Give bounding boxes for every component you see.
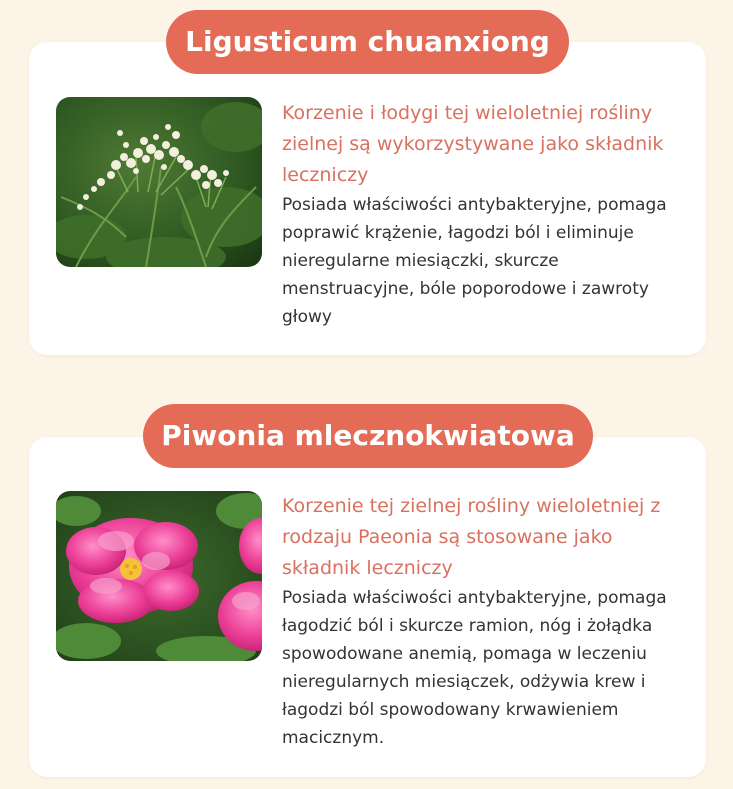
herb-card-peony [29,437,706,777]
ligusticum-flower-image [56,97,262,267]
herb-text-block [282,491,692,752]
herb-card-ligusticum [29,42,706,355]
herb-subtitle: Korzenie i łodygi tej wieloletniej rośliny zielnej są wykorzystywane jako składnik leczniczy [282,102,664,186]
herb-subtitle: Korzenie tej zielnej rośliny wieloletniej z rodzaju Paeonia są stosowane jako składnik leczniczy [282,495,661,579]
herb-text-block [282,98,692,331]
herb-description: Posiada właściwości antybakteryjne, pomaga poprawić krążenie, łagodzi ból i eliminuje nieregularne miesiączki, skurcze menstruacyjne, bóle poporodowe i zawroty głowy [282,195,667,327]
herb-description: Posiada właściwości antybakteryjne, pomaga łagodzić ból i skurcze ramion, nóg i żołądka spowodowane anemią, pomaga w leczeniu nieregularnych miesiączek, odżywia krew i łagodzi ból spowodowany krwawieniem macicznym. [282,588,667,748]
peony-flower-image [56,491,262,661]
herb-title-peony: Piwonia mlecznokwiatowa [143,404,593,468]
herb-title-ligusticum: Ligusticum chuanxiong [166,10,569,74]
